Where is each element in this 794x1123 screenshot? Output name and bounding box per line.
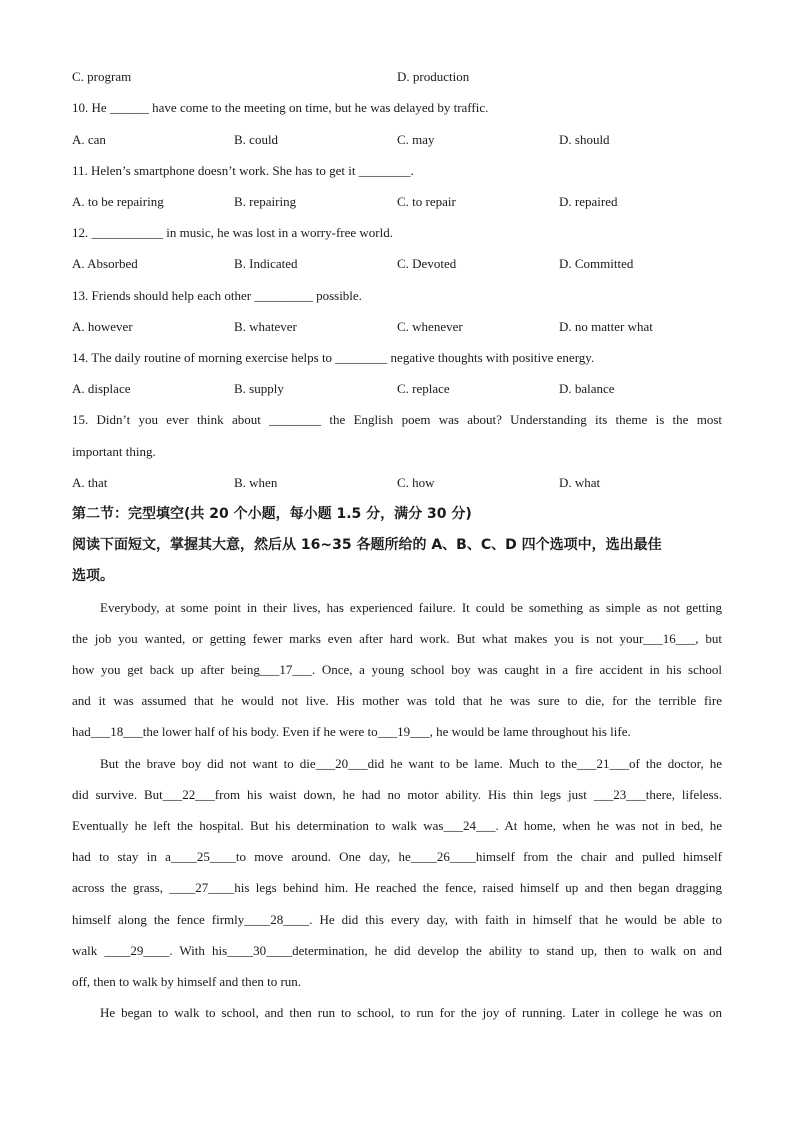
- section-title: 第二节：完型填空(共 20 个小题，每小题 1.5 分，满分 30 分): [72, 506, 472, 522]
- q12-stem: 12. ___________ in music, he was lost in a worry-free world.: [72, 225, 393, 240]
- q15-option-b: B. when: [234, 475, 278, 490]
- passage-line-10: across the grass, ____27____his legs behind him. He reached the fence, raised himself up and then began dragging: [72, 880, 722, 895]
- q14-option-b: B. supply: [234, 381, 284, 396]
- q15-option-a: A. that: [72, 475, 108, 490]
- q13-stem: 13. Friends should help each other _________ possible.: [72, 288, 362, 303]
- q11-option-c: C. to repair: [397, 194, 456, 209]
- passage-line-11: himself along the fence firmly____28____. He did this every day, with faith in himself that he would be able to: [72, 912, 722, 927]
- passage-line-9: had to stay in a____25____to move around. One day, he____26____himself from the chair and pulled himself: [72, 849, 722, 864]
- passage-line-5: had___18___the lower half of his body. Even if he were to___19___, he would be lame throughout his life.: [72, 724, 631, 739]
- passage-line-8: Eventually he left the hospital. But his determination to walk was___24___. At home, when he was not in bed, he: [72, 818, 722, 833]
- q11-option-b: B. repairing: [234, 194, 297, 209]
- q11-option-d: D. repaired: [559, 194, 618, 209]
- q10-option-d: D. should: [559, 132, 610, 147]
- passage-line-2: the job you wanted, or getting fewer marks even after hard work. But what makes you is not your___16___, but: [72, 631, 722, 646]
- q12-option-b: B. Indicated: [234, 256, 298, 271]
- q15-stem-line1: 15. Didn’t you ever think about ________ the English poem was about? Understanding its theme is the most: [72, 412, 722, 427]
- q13-option-d: D. no matter what: [559, 319, 653, 334]
- q11-stem: 11. Helen’s smartphone doesn’t work. She has to get it ________.: [72, 163, 414, 178]
- q15-option-c: C. how: [397, 475, 435, 490]
- q9-option-d: D. production: [397, 69, 470, 84]
- q10-option-a: A. can: [72, 132, 106, 147]
- passage-line-4: and it was assumed that he would not live. His mother was told that he was sure to die, for the terrible fire: [72, 693, 722, 708]
- q10-option-c: C. may: [397, 132, 435, 147]
- passage-line-12: walk ____29____. With his____30____determination, he did develop the ability to stand up, then to walk on and: [72, 943, 722, 958]
- section-instruction-line2: 选项。: [72, 568, 114, 584]
- q12-option-a: A. Absorbed: [72, 256, 138, 271]
- passage-line-13: off, then to walk by himself and then to run.: [72, 974, 302, 989]
- q9-option-c: C. program: [72, 69, 132, 84]
- q13-option-c: C. whenever: [397, 319, 463, 334]
- q10-stem: 10. He ______ have come to the meeting on time, but he was delayed by traffic.: [72, 100, 489, 115]
- q11-option-a: A. to be repairing: [72, 194, 164, 209]
- passage-line-6: But the brave boy did not want to die___20___did he want to be lame. Much to the___21___of the doctor, he: [100, 756, 722, 771]
- q12-option-c: C. Devoted: [397, 256, 457, 271]
- q14-option-d: D. balance: [559, 381, 615, 396]
- q13-option-b: B. whatever: [234, 319, 297, 334]
- q14-option-a: A. displace: [72, 381, 131, 396]
- q15-option-d: D. what: [559, 475, 601, 490]
- q12-option-d: D. Committed: [559, 256, 634, 271]
- q14-stem: 14. The daily routine of morning exercise helps to ________ negative thoughts with positive energy.: [72, 350, 595, 365]
- section-instruction-line1: 阅读下面短文，掌握其大意，然后从 16~35 各题所给的 A、B、C、D 四个选项中，选出最佳: [72, 537, 662, 553]
- passage-line-7: did survive. But___22___from his waist down, he had no motor ability. His thin legs just ___23___there, lifeless.: [72, 787, 722, 802]
- q13-option-a: A. however: [72, 319, 133, 334]
- q14-option-c: C. replace: [397, 381, 450, 396]
- passage-line-14: He began to walk to school, and then run to school, to run for the joy of running. Later in college he was on: [100, 1005, 722, 1020]
- q10-option-b: B. could: [234, 132, 279, 147]
- passage-line-3: how you get back up after being___17___. Once, a young school boy was caught in a fire accident in his school: [72, 662, 722, 677]
- passage-line-1: Everybody, at some point in their lives, has experienced failure. It could be something as simple as not getting: [100, 600, 722, 615]
- q15-stem-line2: important thing.: [72, 444, 156, 459]
